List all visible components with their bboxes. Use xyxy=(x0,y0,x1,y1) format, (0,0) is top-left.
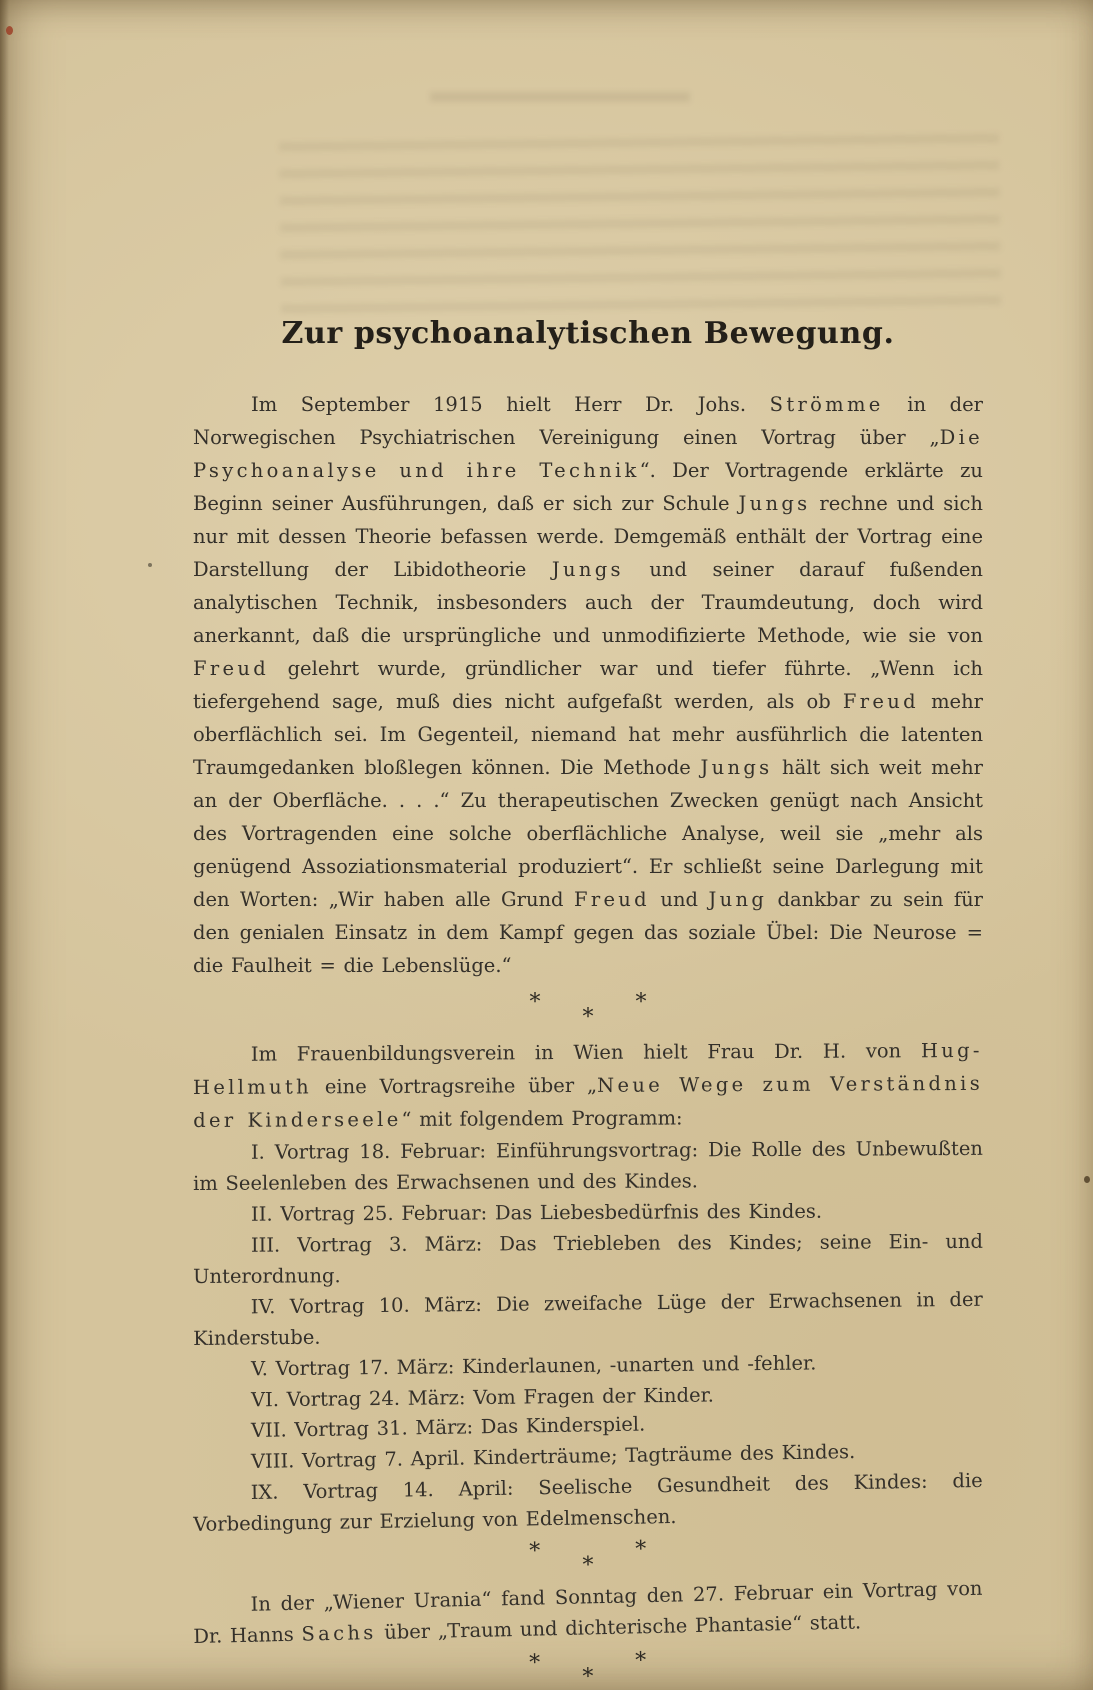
paragraph-stromme-lecture: Im September 1915 hielt Herr Dr. Johs. Strömme in der Norwegischen Psychiatrischen Vereinigung einen Vortrag über „Die Psychoanalyse und ihre Technik“. Der Vortragende erklärte zu Beginn seiner Ausführungen, daß er sich zur Schule Jungs rechne und sich nur mit dessen Theorie befassen werde. Demgemäß enthält der Vortrag eine Darstellung der Libidotheorie Jungs und seiner darauf fußenden analytischen Technik, insbesonders auch der Traumdeutung, doch wird anerkannt, daß die ursprüngliche und unmodifizierte Methode, wie sie von Freud gelehrt wurde, gründlicher war und tiefer führte. „Wenn ich tiefergehend sage, muß dies nicht aufgefaßt werden, als ob Freud mehr oberflächlich sei. Im Gegenteil, niemand hat mehr ausführlich die latenten Traumgedanken bloßlegen können. Die Methode Jungs hält sich weit mehr an der Oberfläche. . . .“ Zu therapeutischen Zwecken genügt nach Ansicht des Vortragenden eine solche oberflächliche Analyse, weil sie „mehr als genügend Assoziationsmaterial produziert“. Er schließt seine Darlegung mit den Worten: „Wir haben alle Grund Freud und Jung dankbar zu sein für den genialen Einsatz in dem Kampf gegen das soziale Übel: Die Neurose = die Faulheit = die Lebenslüge.“ xyxy=(193,393,983,977)
paragraph-urania-lecture: In der „Wiener Urania“ fand Sonntag den 27. Februar ein Vortrag von Dr. Hanns Sachs über „Traum und dichterische Phantasie“ statt. xyxy=(193,1576,983,1648)
asterisk: * xyxy=(529,990,541,1015)
article-title: Zur psychoanalytischen Bewegung. xyxy=(281,316,895,351)
program-item: VIII. Vortrag 7. April. Kinderträume; Tagträume des Kindes. xyxy=(250,1440,856,1474)
asterisk: * xyxy=(582,1552,594,1578)
asterisk: * xyxy=(582,1005,594,1030)
program-item: VI. Vortrag 24. März: Vom Fragen der Kinder. xyxy=(250,1383,715,1412)
program-item: IV. Vortrag 10. März: Die zweifache Lüge der Erwachsenen in der Kinderstube. xyxy=(193,1287,983,1350)
paragraph-hug-hellmuth: Im Frauenbildungsverein in Wien hielt Frau Dr. H. von Hug-Hellmuth eine Vortragsreihe über „Neue Wege zum Verständnis der Kinderseele“ mit folgendem Programm: xyxy=(192,1038,984,1132)
paper-speck xyxy=(1084,1176,1090,1183)
asterisk: * xyxy=(528,1650,541,1676)
page-content xyxy=(193,0,983,1690)
program-item: I. Vortrag 18. Februar: Einführungsvortrag: Die Rolle des Unbewußten im Seelenleben des Erwachsenen und des Kindes. xyxy=(193,1136,983,1195)
paper-speck xyxy=(6,26,13,35)
asterisk: * xyxy=(529,1538,541,1564)
asterisk: * xyxy=(634,1648,647,1674)
program-item: V. Vortrag 17. März: Kinderlaunen, -unarten und -fehler. xyxy=(250,1351,817,1381)
asterisk: * xyxy=(582,1664,594,1690)
program-item: III. Vortrag 3. März: Das Triebleben des Kindes; seine Ein- und Unterordnung. xyxy=(193,1229,983,1288)
program-item: VII. Vortrag 31. März: Das Kinderspiel. xyxy=(250,1412,646,1443)
program-item: II. Vortrag 25. Februar: Das Liebesbedürfnis des Kindes. xyxy=(250,1199,823,1226)
program-item: IX. Vortrag 14. April: Seelische Gesundheit des Kindes: die Vorbedingung zur Erzielung von Edelmenschen. xyxy=(193,1468,983,1536)
section-separator xyxy=(193,990,983,1034)
asterisk: * xyxy=(635,1536,647,1563)
paper-speck xyxy=(148,563,152,567)
lecture-program-list xyxy=(193,1137,983,1540)
asterisk: * xyxy=(635,990,647,1015)
